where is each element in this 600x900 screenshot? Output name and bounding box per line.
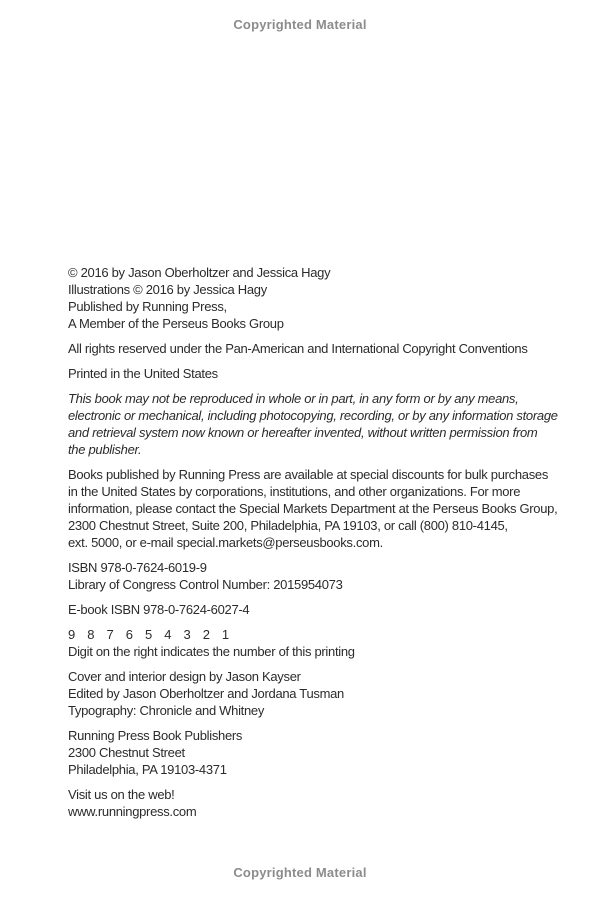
visit-web-line: Visit us on the web! xyxy=(68,787,175,802)
illustrations-copyright-line: Illustrations © 2016 by Jessica Hagy xyxy=(68,282,267,297)
publisher-city-line: Philadelphia, PA 19103-4371 xyxy=(68,762,227,777)
web-block xyxy=(68,786,568,820)
special-markets-paragraph xyxy=(68,466,568,551)
isbn-block xyxy=(68,559,568,593)
published-by-line: Published by Running Press, xyxy=(68,299,227,314)
rights-reserved-line: All rights reserved under the Pan-American and International Copyright Conventions xyxy=(68,341,528,356)
perseus-member-line: A Member of the Perseus Books Group xyxy=(68,316,284,331)
reproduction-notice-line: the publisher. xyxy=(68,442,142,457)
special-markets-line: 2300 Chestnut Street, Suite 200, Philadelphia, PA 19103, or call (800) 810-4145, xyxy=(68,518,508,533)
copyright-line: © 2016 by Jason Oberholtzer and Jessica Hagy xyxy=(68,265,331,280)
reproduction-notice xyxy=(68,390,568,458)
special-markets-line: Books published by Running Press are available at special discounts for bulk purchases xyxy=(68,467,549,482)
special-markets-line: information, please contact the Special Markets Department at the Perseus Books Group, xyxy=(68,501,558,516)
website-url: www.runningpress.com xyxy=(68,804,197,819)
publisher-address-block xyxy=(68,727,568,778)
editor-credit-line: Edited by Jason Oberholtzer and Jordana Tusman xyxy=(68,686,344,701)
reproduction-notice-line: This book may not be reproduced in whole or in part, in any form or by any means, xyxy=(68,391,519,406)
publisher-street-line: 2300 Chestnut Street xyxy=(68,745,185,760)
typography-credit-line: Typography: Chronicle and Whitney xyxy=(68,703,265,718)
lccn-line: Library of Congress Control Number: 2015954073 xyxy=(68,577,343,592)
colophon-text xyxy=(68,264,568,820)
ebook-isbn-line: E-book ISBN 978-0-7624-6027-4 xyxy=(68,602,250,617)
copyrighted-material-header: Copyrighted Material xyxy=(233,17,367,32)
special-markets-line: in the United States by corporations, institutions, and other organizations. For more xyxy=(68,484,521,499)
isbn-line: ISBN 978-0-7624-6019-9 xyxy=(68,560,207,575)
printing-note: Digit on the right indicates the number of this printing xyxy=(68,644,355,659)
reproduction-notice-line: and retrieval system now known or hereafter invented, without written permission from xyxy=(68,425,538,440)
reproduction-notice-line: electronic or mechanical, including photocopying, recording, or by any information storage xyxy=(68,408,558,423)
publisher-name-line: Running Press Book Publishers xyxy=(68,728,243,743)
copyrighted-material-footer: Copyrighted Material xyxy=(233,865,367,880)
printing-block xyxy=(68,626,568,660)
copyright-block xyxy=(68,264,568,332)
credits-block xyxy=(68,668,568,719)
printed-in-line: Printed in the United States xyxy=(68,366,218,381)
printing-digits: 9 8 7 6 5 4 3 2 1 xyxy=(68,627,229,642)
design-credit-line: Cover and interior design by Jason Kayser xyxy=(68,669,301,684)
special-markets-line: ext. 5000, or e-mail special.markets@perseusbooks.com. xyxy=(68,535,383,550)
